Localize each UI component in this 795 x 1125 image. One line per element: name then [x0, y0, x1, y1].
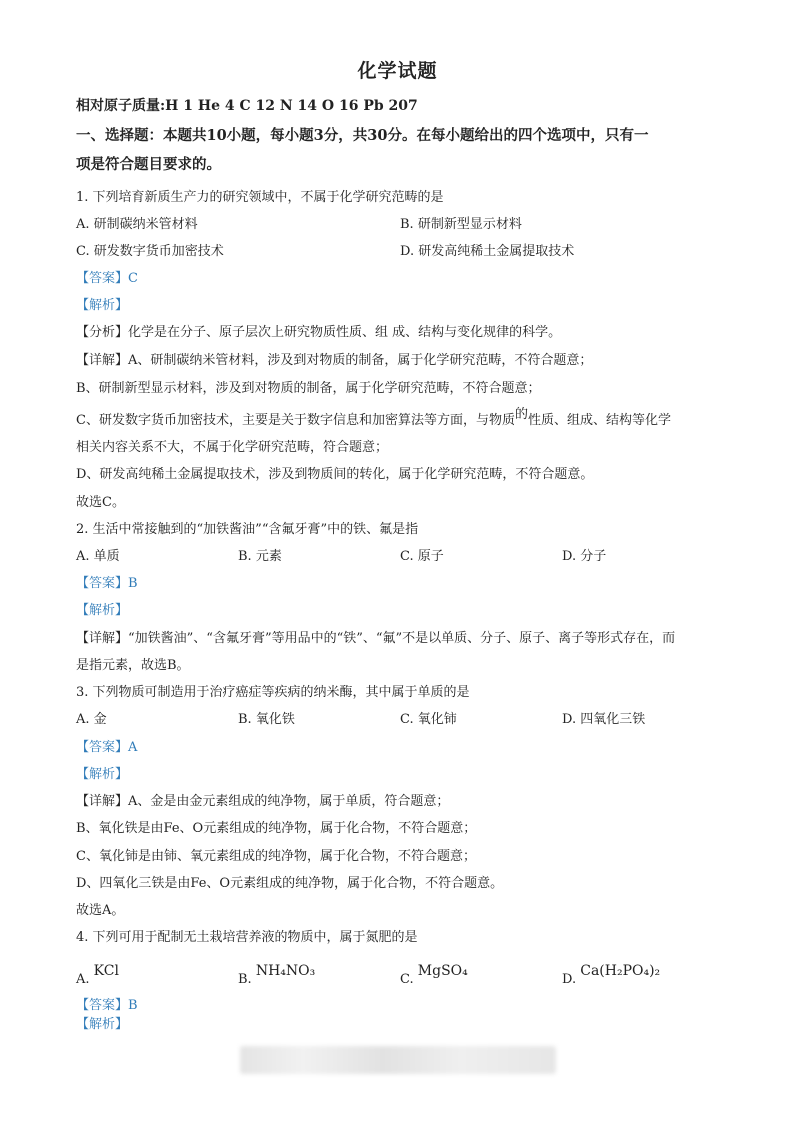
q1-fenxi: 【分析】化学是在分子、原子层次上研究物质性质、组 成、结构与变化规律的科学。 [76, 325, 562, 340]
section-heading-line2: 项是符合题目要求的。 [76, 156, 221, 173]
q4-option-a [76, 962, 119, 987]
q4-option-a-formula: KCl [93, 963, 119, 979]
q3-answer [76, 739, 137, 757]
q3-detail-1: 【详解】A、金是由金元素组成的纯净物，属于单质，符合题意； [76, 794, 450, 809]
q1-detail-2: B、研制新型显示材料，涉及到对物质的制备，属于化学研究范畴，不符合题意； [76, 381, 541, 396]
q4-stem: 4. 下列可用于配制无土栽培营养液的物质中，属于氮肥的是 [76, 930, 418, 945]
q1-answer-text: 【答案】C [76, 271, 138, 286]
q4-option-c-formula: MgSO₄ [417, 963, 468, 979]
q1-detail-3-de: 的 [514, 407, 528, 422]
q4-option-a-label: A. [76, 972, 90, 987]
q1-detail-3 [76, 407, 671, 430]
q2-option-a: A. 单质 [76, 549, 120, 564]
q4-analysis-cutoff [76, 1017, 129, 1032]
q4-option-c [400, 962, 468, 987]
q1-answer [76, 270, 138, 288]
q1-option-b: B. 研制新型显示材料 [400, 217, 522, 232]
q1-conclusion: 故选C。 [76, 495, 125, 510]
q2-analysis-label: 【解析】 [76, 603, 129, 618]
q3-answer-text: 【答案】A [76, 740, 138, 755]
q1-option-d: D. 研发高纯稀土金属提取技术 [400, 244, 575, 259]
q4-option-c-label: C. [400, 972, 414, 987]
q2-option-c: C. 原子 [400, 549, 444, 564]
q3-conclusion: 故选A。 [76, 903, 125, 918]
q3-option-c: C. 氧化铈 [400, 712, 457, 727]
q2-option-b: B. 元素 [238, 549, 282, 564]
q1-detail-3-part1: C、研发数字货币加密技术，主要是关于数字信息和加密算法等方面，与物质 [76, 413, 515, 428]
q1-option-a: A. 研制碳纳米管材料 [76, 217, 198, 232]
q3-stem: 3. 下列物质可制造用于治疗癌症等疾病的纳米酶，其中属于单质的是 [76, 685, 470, 700]
q3-option-a: A. 金 [76, 712, 107, 727]
q1-detail-4: 相关内容关系不大，不属于化学研究范畴，符合题意； [76, 440, 389, 455]
page-title: 化学试题 [357, 60, 438, 82]
q1-detail-1: 【详解】A、研制碳纳米管材料，涉及到对物质的制备，属于化学研究范畴，不符合题意； [76, 353, 593, 368]
q4-option-d-label: D. [562, 972, 577, 987]
q4-analysis-label: 【解析】 [76, 1017, 129, 1032]
q3-detail-4: D、四氧化三铁是由Fe、O元素组成的纯净物，属于化合物，不符合题意。 [76, 876, 504, 891]
q1-analysis-label: 【解析】 [76, 298, 129, 313]
q1-stem: 1. 下列培育新质生产力的研究领域中，不属于化学研究范畴的是 [76, 190, 444, 205]
q2-detail-1: 【详解】“加铁酱油”、“含氟牙膏”等用品中的“铁”、“氟”不是以单质、分子、原子、离子等形式存在，而 [76, 631, 676, 646]
q1-detail-3-part2: 性质、组成、结构等化学 [527, 413, 671, 428]
q4-option-b-formula: NH₄NO₃ [255, 963, 316, 979]
q4-option-d [562, 962, 661, 987]
q3-detail-2: B、氧化铁是由Fe、O元素组成的纯净物，属于化合物，不符合题意； [76, 821, 477, 836]
q2-stem: 2. 生活中常接触到的“加铁酱油”“含氟牙膏”中的铁、氟是指 [76, 522, 419, 537]
q2-answer-text: 【答案】B [76, 576, 138, 591]
q4-answer-text: 【答案】B [76, 998, 138, 1013]
atomic-mass-line: 相对原子质量:H 1 He 4 C 12 N 14 O 16 Pb 207 [76, 98, 418, 114]
q4-option-b-label: B. [238, 972, 252, 987]
section-heading-line1: 一、选择题：本题共10小题，每小题3分，共30分。在每小题给出的四个选项中，只有一 [76, 127, 649, 144]
q2-option-d: D. 分子 [562, 549, 607, 564]
q4-option-b [238, 962, 316, 987]
q2-detail-2: 是指元素，故选B。 [76, 658, 190, 673]
q3-option-b: B. 氧化铁 [238, 712, 295, 727]
q3-analysis-label: 【解析】 [76, 767, 129, 782]
q3-option-d: D. 四氧化三铁 [562, 712, 646, 727]
q1-detail-5: D、研发高纯稀土金属提取技术，涉及到物质间的转化，属于化学研究范畴，不符合题意。 [76, 467, 594, 482]
q3-detail-3: C、氧化铈是由铈、氧元素组成的纯净物，属于化合物，不符合题意； [76, 849, 476, 864]
q4-option-d-formula: Ca(H₂PO₄)₂ [580, 963, 661, 979]
q2-answer [76, 575, 138, 593]
blurred-watermark [240, 1046, 556, 1074]
q1-option-c: C. 研发数字货币加密技术 [76, 244, 224, 259]
